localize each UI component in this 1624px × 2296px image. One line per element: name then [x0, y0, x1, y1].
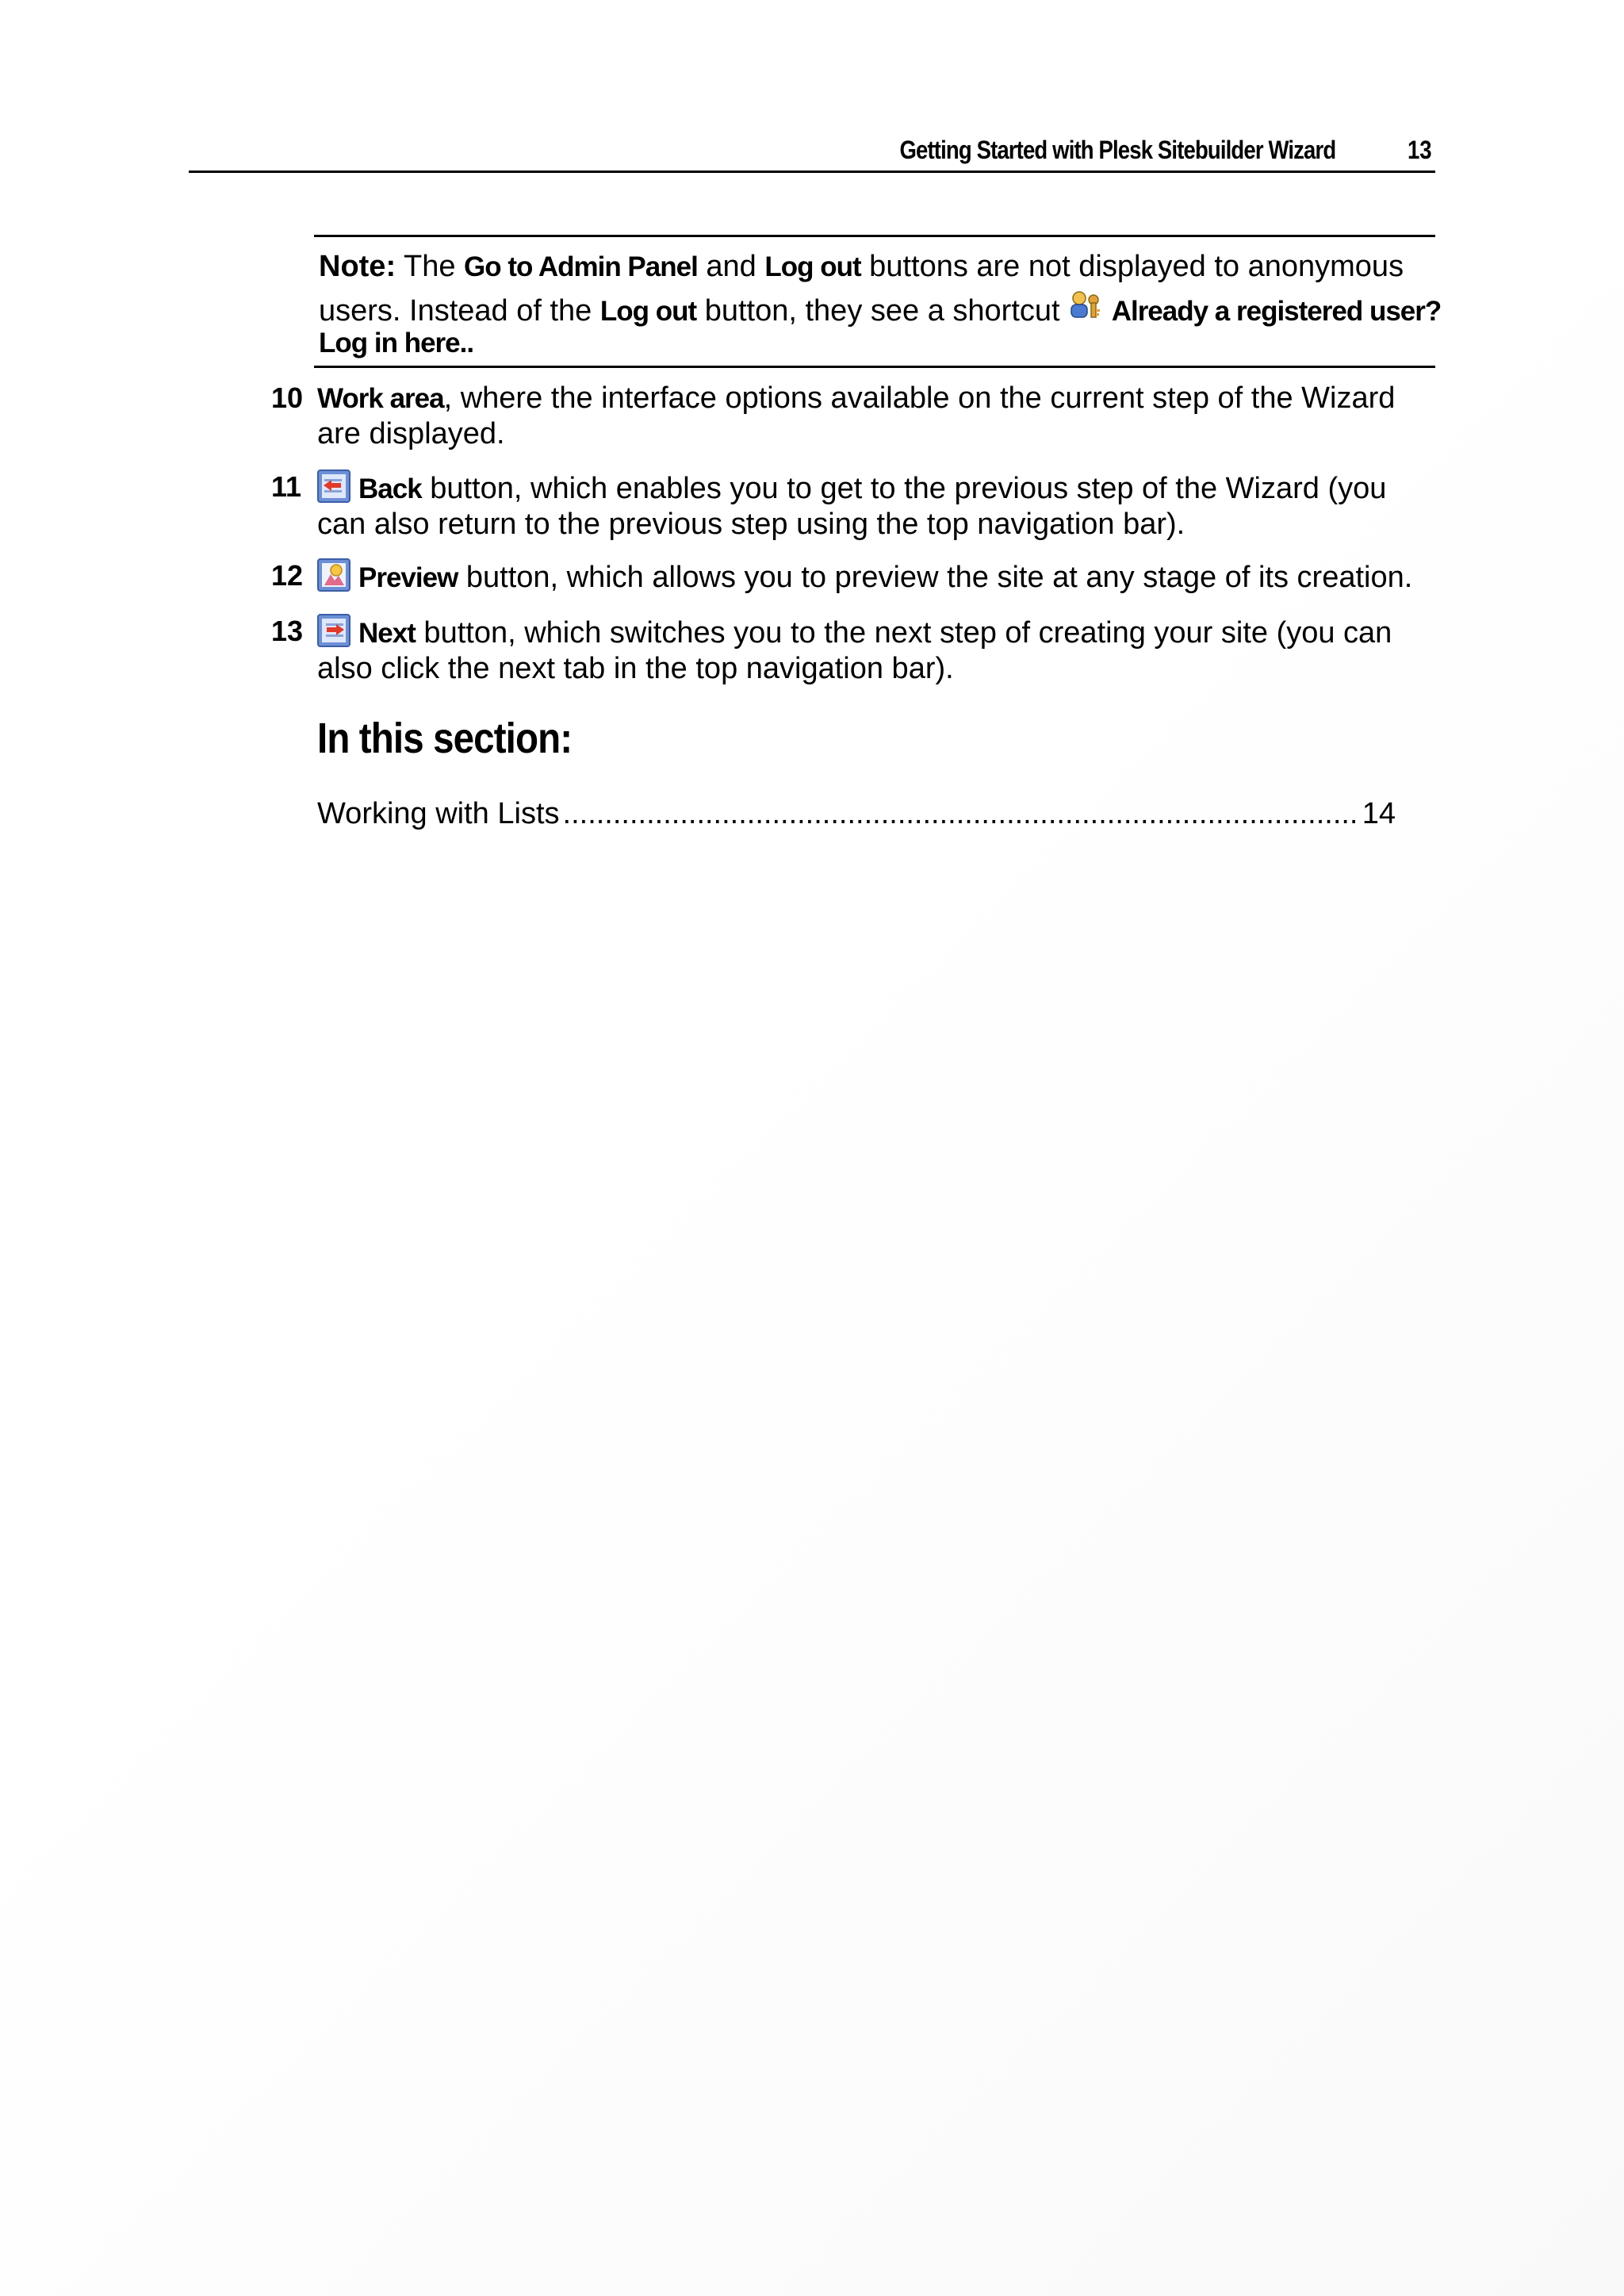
already-registered-link: Already a registered user? — [1111, 296, 1442, 327]
item-number: 10 — [271, 381, 304, 414]
item-text — [317, 614, 1443, 686]
preview-icon — [317, 558, 350, 592]
item-description: can also return to the previous step using the top navigation bar). — [317, 508, 1185, 541]
item-description: are displayed. — [317, 417, 505, 450]
item-description: also click the next tab in the top navigation bar). — [317, 652, 954, 685]
toc-entry-title[interactable]: Working with Lists — [317, 797, 560, 830]
back-term: Back — [358, 473, 422, 504]
log-out-term: Log out — [764, 251, 861, 282]
log-out-term: Log out — [599, 296, 697, 327]
item-number: 11 — [271, 470, 302, 503]
note-box — [314, 235, 1442, 368]
note-text: buttons are not displayed to anonymous — [860, 250, 1404, 283]
note-text: users. Instead of the — [319, 294, 600, 328]
toc-entry[interactable] — [317, 797, 1396, 831]
preview-term: Preview — [358, 562, 458, 593]
toc-leader-dots — [563, 797, 1361, 831]
item-description: , where the interface options available on the current step of the Wizard — [443, 381, 1396, 415]
next-icon — [317, 614, 350, 647]
note-label: Note: — [319, 250, 396, 283]
header-title: Getting Started with Plesk Sitebuilder Wizard — [899, 136, 1335, 164]
note-line-1 — [314, 243, 1404, 290]
back-icon — [317, 470, 350, 503]
toc-entry-page[interactable]: 14 — [1362, 797, 1396, 830]
note-text: button, they see a shortcut — [696, 294, 1069, 328]
note-line-3 — [314, 320, 473, 366]
admin-panel-term: Go to Admin Panel — [464, 251, 698, 282]
section-heading: In this section: — [317, 715, 573, 762]
item-number: 12 — [271, 559, 304, 592]
running-header — [189, 131, 1435, 173]
registered-user-icon — [1068, 289, 1103, 324]
note-line-2 — [314, 288, 1441, 335]
item-text — [317, 470, 1443, 542]
item-text — [317, 381, 1443, 451]
next-term: Next — [358, 618, 416, 649]
log-in-here-link: Log in here.. — [319, 328, 474, 358]
item-description: button, which allows you to preview the site at any stage of its creation. — [458, 561, 1413, 594]
item-text — [317, 558, 1443, 596]
note-text: The — [396, 250, 465, 283]
item-number: 13 — [271, 615, 304, 647]
item-description: button, which switches you to the next step of creating your site (you can — [415, 616, 1392, 650]
item-description: button, which enables you to get to the previous step of the Wizard (you — [421, 472, 1387, 505]
note-text: and — [697, 250, 765, 283]
work-area-term: Work area — [317, 383, 444, 414]
page-number: 13 — [1408, 136, 1432, 164]
